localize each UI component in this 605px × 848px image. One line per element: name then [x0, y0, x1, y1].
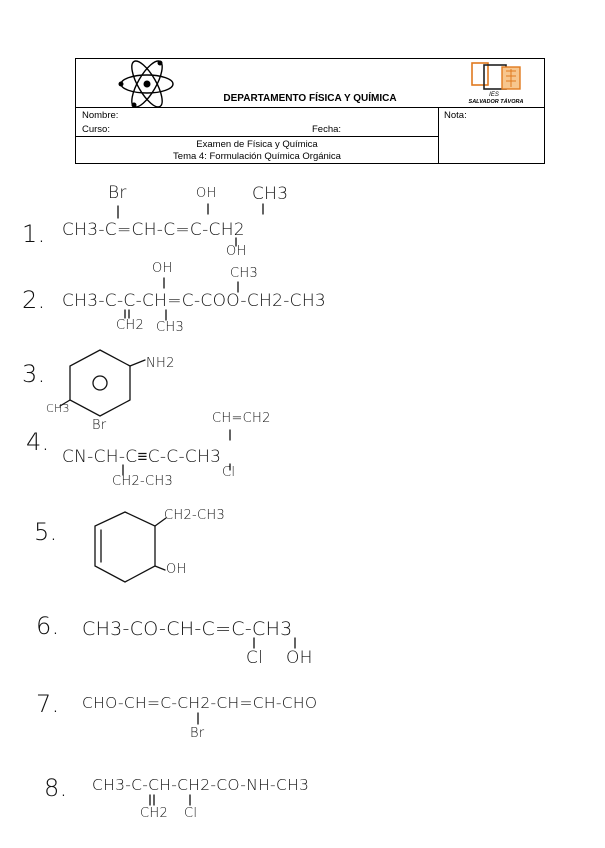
exercise-4-number: 4.	[26, 428, 50, 456]
exercise-2-bottom-ch3: CH3	[156, 320, 185, 335]
exercise-3-number: 3.	[22, 360, 46, 388]
school-logo-text-1: IES	[489, 92, 499, 98]
exercise-2-top-ch3: CH3	[230, 266, 259, 281]
exercise-1-bottom-oh: OH	[226, 244, 247, 259]
exercise-7-main-chain: CHO-CH=C-CH2-CH=CH-CHO	[82, 694, 318, 712]
exercise-4-main-chain: CN-CH-C≡C-C-CH3	[62, 447, 222, 467]
exercise-5-sub-ethyl: CH2-CH3	[164, 508, 226, 523]
exercise-4-top-vinyl: CH=CH2	[212, 411, 271, 426]
exercise-8-number: 8.	[44, 774, 68, 802]
exercise-2-number: 2.	[22, 286, 46, 314]
exercise-7-number: 7.	[36, 690, 60, 718]
exercise-5-sub-oh: OH	[166, 562, 187, 577]
fecha-label: Fecha:	[312, 124, 342, 135]
exercise-1-top-ch3: CH3	[252, 184, 289, 204]
exercise-1-main-chain: CH3-C=CH-C=C-CH2	[62, 220, 245, 240]
exercise-5-number: 5.	[34, 518, 58, 546]
exercise-3-sub-nh2: NH2	[146, 356, 175, 371]
exercise-7-bottom-br: Br	[190, 726, 205, 741]
exercise-3-sub-br: Br	[92, 418, 107, 433]
nombre-label: Nombre:	[82, 110, 119, 121]
exercise-2-main-chain: CH3-C-C-CH=C-COO-CH2-CH3	[62, 291, 327, 311]
school-logo-text-2: SALVADOR TÁVORA	[468, 99, 524, 105]
department-title: DEPARTAMENTO FÍSICA Y QUÍMICA	[223, 93, 397, 104]
exercise-4-bottom-cl: Cl	[222, 465, 236, 480]
exercise-1-top-br: Br	[108, 183, 127, 203]
exam-topic: Tema 4: Formulación Química Orgánica	[173, 151, 341, 162]
exercise-8-bottom-cl: Cl	[184, 806, 198, 821]
exercise-6-number: 6.	[36, 612, 60, 640]
exercise-6-main-chain: CH3-CO-CH-C=C-CH3	[82, 618, 293, 640]
exercise-8-bottom-ch2: CH2	[140, 806, 169, 821]
exercise-1-number: 1.	[22, 220, 46, 248]
exercise-1-top-oh: OH	[196, 186, 217, 201]
exercise-4-bottom-ethyl: CH2-CH3	[112, 474, 174, 489]
exercise-2-bottom-ch2: CH2	[116, 318, 145, 333]
exercise-6-bottom-oh: OH	[286, 648, 313, 668]
exam-title: Examen de Física y Química	[196, 139, 318, 150]
exercise-3-sub-ch3: CH3	[46, 402, 70, 415]
exercise-2-top-oh: OH	[152, 261, 173, 276]
curso-label: Curso:	[82, 124, 110, 135]
exercise-8-main-chain: CH3-C-CH-CH2-CO-NH-CH3	[92, 776, 310, 794]
nota-label: Nota:	[444, 110, 467, 121]
exercise-6-bottom-cl: Cl	[246, 648, 264, 668]
